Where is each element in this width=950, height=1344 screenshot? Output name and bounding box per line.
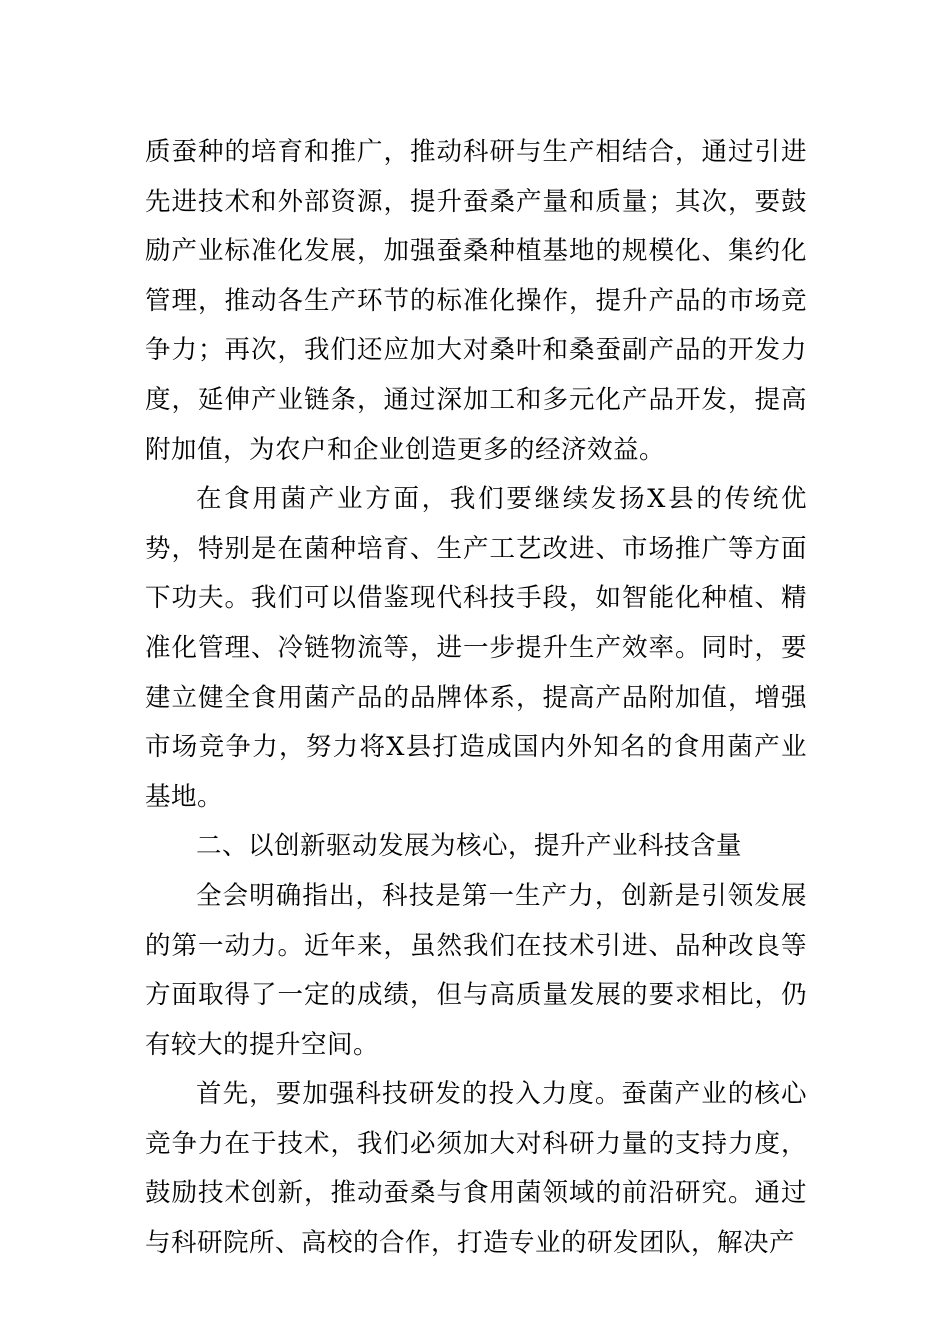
paragraph-sericulture-measures: 质蚕种的培育和推广，推动科研与生产相结合，通过引进先进技术和外部资源，提升蚕桑产量和质量；其次，要鼓励产业标准化发展，加强蚕桑种植基地的规模化、集约化管理，推动各生产环节的标准化操作，提升产品的市场竞争力；再次，我们还应加大对桑叶和桑蚕副产品的开发力度，延伸产业链条，通过深加工和多元化产品开发，提高附加值，为农户和企业创造更多的经济效益。 <box>145 137 807 465</box>
paragraph-edible-fungi: 在食用菌产业方面，我们要继续发扬X县的传统优势，特别是在菌种培育、生产工艺改进、市场推广等方面下功夫。我们可以借鉴现代科技手段，如智能化种植、精准化管理、冷链物流等，进一步提升生产效率。同时，要建立健全食用菌产品的品牌体系，提高产品附加值，增强市场竞争力，努力将X县打造成国内外知名的食用菌产业基地。 <box>145 484 807 812</box>
section-heading-innovation: 二、以创新驱动发展为核心，提升产业科技含量 <box>196 831 743 862</box>
document-page <box>145 128 807 1269</box>
paragraph-rd-investment: 首先，要加强科技研发的投入力度。蚕菌产业的核心竞争力在于技术，我们必须加大对科研力量的支持力度，鼓励技术创新，推动蚕桑与食用菌领域的前沿研究。通过与科研院所、高校的合作，打造专业的研发团队，解决产 <box>145 1079 807 1259</box>
paragraph-plenum-innovation: 全会明确指出，科技是第一生产力，创新是引领发展的第一动力。近年来，虽然我们在技术引进、品种改良等方面取得了一定的成绩，但与高质量发展的要求相比，仍有较大的提升空间。 <box>145 880 807 1060</box>
